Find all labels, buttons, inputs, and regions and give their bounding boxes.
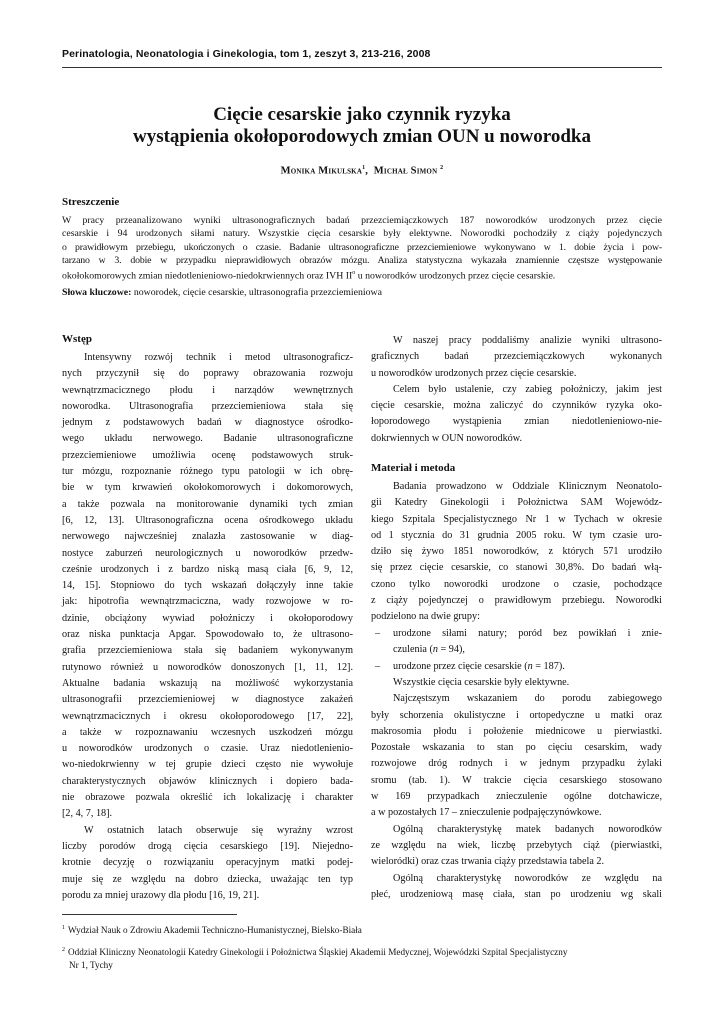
author-1: Monika Mikulska [280,165,363,177]
text-line: a także pozwala na monitorowanie dynamiki tych zmian [62,498,353,510]
keywords-label: Słowa kluczowe: [62,287,132,298]
abstract-text [62,214,662,283]
text-line: porodu za mniej urazowy dla płodu [16, 19, 21]. [62,889,260,901]
text-line: rozwojowe dróg rodnych i w jednym przypadku żylaki [371,758,662,770]
text-line: w 169 przypadkach znieczulenie ogólne dotchawicze, [371,791,662,803]
text-line: u noworodków urodzonych o czasie. Uraz niedotlenienio- [62,743,353,755]
footnote-2 [62,944,662,972]
list-item-1-cont: czulenia ( [393,644,433,656]
text-line: jak: hipotrofia wewnątrzmaciczna, wady rozwojowe w ro- [62,596,353,608]
author-2: Michał Simon [373,165,438,177]
author-1-affiliation: 1 [362,165,366,171]
text-line: [2, 4, 7, 18]. [62,808,113,820]
text-line: makrosomia płodu i położenie miednicowe u pierwiastki. [371,725,662,737]
text-line: Intensywny rozwój technik i metod ultrasonograficz- [84,352,353,363]
text-line: W naszej pracy poddaliśmy analizie wyniki ultrasono- [393,335,662,346]
text-line: Aktualne badania wskazują na możliwość wykorzystania [62,677,353,689]
text-line: Ogólną charakterystykę matek badanych noworodków [393,823,662,835]
text-line: oraz niska punktacja Apgar. Spowodowało to, że ultrasono- [62,629,353,641]
text-line: ze względu na wiek, liczbę przebytych ciąż (pierwiastki, [371,839,662,851]
list-item-2-text: urodzone przez cięcie cesarskie ( [393,660,528,672]
text-line: wewnątrzmacicznego płodu i narządów wewnętrznych [62,384,353,396]
list-item-2-end: = 187). [532,660,565,672]
abstract-line-1: W pracy przeanalizowano wyniki ultrasonograficznych badań przezciemiączkowych 187 noworodków urodzonych przez cięcie [62,215,662,226]
journal-header: Perinatologia, Neonatologia i Ginekologia, tom 1, zeszyt 3, 213-216, 2008 [62,48,431,60]
footnote-2-line-1: Oddział Kliniczny Neonatologii Katedry Ginekologii i Położnictwa Śląskiej Akademii Medycznej, Wojewódzki Szpital Specjalistyczny [68,947,568,958]
list-item-1-line-2 [371,642,662,658]
text-line: liczby porodów drogą cięcia cesarskiego [19]. Niejedno- [62,840,353,852]
footnote-2-line-2: Nr 1, Tychy [69,960,113,971]
text-line: łoporodowego wystąpienia zmian niedotlenieniowo-nie- [371,416,662,428]
text-line: Badania prowadzono w Oddziale Klinicznym Neonatolo- [393,481,662,492]
author-2-affiliation: 2 [440,165,444,171]
footnote-rule [62,914,237,915]
right-column-intro [371,333,662,447]
list-dash: – [375,660,381,672]
text-line: nych przyczynił się do poprawy obrazowania rozwoju [62,368,353,380]
text-line: płeć, urodzeniową masę ciała, stan po urodzeniu wg skali [371,888,662,900]
text-line: Ogólną charakterystykę noworodków ze względu na [393,872,662,884]
footnote-2-mark: 2 [62,947,65,953]
list-item-2-n: n [527,660,533,672]
text-line: dziło się żywo 1851 noworodków, z których 571 urodziło [371,546,662,558]
abstract-line-5-end: u noworodków urodzonych przez cięcie cesarskie. [357,270,556,282]
text-line: dzinie, obciążony wywiad położniczy i okołoporodowy [62,612,353,624]
text-line: gii Katedry Ginekologii i Położnictwa SAM Wojewódz- [371,497,662,509]
abstract-line-5-start: okołokomorowych zmian niedotlenieniowo-niedokrwiennych oraz IVH II [62,270,353,282]
text-line: się przez cięcie cesarskie, co stanowi 30,8%. Do badań włą- [371,562,662,574]
text-line: nerwowego najwcześniej znalazła zastosowanie w diag- [62,531,353,543]
left-column [62,350,353,904]
text-line: wewnątrzmacicznych i okresu okołoporodowego [17, 22], [62,710,353,722]
text-line: 14, 15]. Stopniowo do tych wskazań dołączyły inne takie [62,580,353,592]
text-line: charakterystycznych objawów klinicznych i dopiero bada- [62,775,353,787]
author-separator: , [365,165,369,177]
footnote-1 [62,922,662,937]
text-line: sromu (tab. 1). W trakcie cięcia cesarskiego stosowano [371,774,662,786]
text-line: W ostatnich latach obserwuje się wyraźny wzrost [84,824,353,836]
text-line: podzielono na dwie grupy: [371,611,480,623]
list-dash: – [375,628,381,639]
right-column-after-list [371,675,662,903]
keywords-list: noworodek, cięcie cesarskie, ultrasonografia przezciemieniowa [133,287,382,298]
text-line: grafia przezciemieniowa stała się badaniem wykonywanym [62,645,353,657]
abstract-line-4: tarzano w 3. dobie w przypadku nieprawidłowych obrazów mózgu. Analiza statystyczna wykazała znamiennie częstsze występowanie [62,254,662,266]
list-item-1-text: urodzone siłami natury; poród bez powikłań i znie- [393,628,662,639]
text-line: jednym z podstawowych badań w diagnostyce ośrodko- [62,417,353,429]
text-line: dokrwiennych w OUN noworodków. [371,432,522,444]
abstract-line-3: o prawidłowym przebiegu, ukończonych o czasie. Badanie ultrasonograficzne przezciemieniowe wykonywano w 1. dobie życia i pow- [62,241,662,253]
text-line: kiego Szpitala Specjalistycznego Nr 1 w Tychach w okresie [371,513,662,525]
list-item-2 [371,659,662,675]
text-line: cięcie cesarskie, można zaliczyć do czynników ryzyka oko- [371,400,662,412]
section-heading-material: Materiał i metoda [371,462,456,474]
text-line: noworodka. Ultrasonografia przezciemieniowa stała się [62,400,353,412]
degree-sup: o [352,270,356,277]
text-line: ultrasonografii przezciemieniowej w diagnostyce zakażeń [62,694,353,706]
group-list [371,626,662,675]
text-line: a w pozostałych 17 – znieczulenie podpajęczynówkowe. [371,807,602,819]
abstract-heading: Streszczenie [62,196,120,208]
keywords [62,286,662,299]
abstract-line-5 [62,267,662,283]
footnote-1-mark: 1 [62,925,65,931]
text-line: nostyce zaburzeń neurologicznych u noworodków przedw- [62,547,353,559]
text-line: wego układu nerwowego. Badanie ultrasonograficzne [62,433,353,445]
article-title [62,104,662,148]
footnote-1-text: Wydział Nauk o Zdrowiu Akademii Techniczno-Humanistycznej, Bielsko-Biała [68,925,362,936]
text-line: muje się ze względu na dobro dziecka, uważając ten typ [62,873,353,885]
text-line: rutynowo również u noworodków donoszonych [1, 11, 12]. [62,661,353,673]
abstract-line-2: cesarskie i 94 urodzonych siłami natury. Wszystkie cięcia cesarskie były elektywne. Noworodki pochodziły z ciąży pojedynczych [62,228,662,240]
list-item-1-line-1 [371,626,662,642]
text-line: tur mózgu, rozpoznanie różnego typu patologii w ich obrę- [62,466,353,478]
text-line: bie w tym krwawień okołokomorowych i dokomorowych, [62,482,353,494]
text-line: Pozostałe wskazania to stan po cięciu cesarskim, wady [371,742,662,754]
text-line: wieloródki) oraz czas trwania ciąży przedstawia tabela 2. [371,856,605,868]
text-line: wo-niedokrwienny w tej grupie dzieci często nie wywołuje [62,759,353,771]
list-item-1-end: = 94), [437,644,465,656]
text-line: Najczęstszym wskazaniem do porodu zabiegowego [393,693,662,705]
text-line: od 1 stycznia do 31 grudnia 2005 roku. W tym czasie uro- [371,529,662,541]
title-line-1: Cięcie cesarskie jako czynnik ryzyka [213,104,511,125]
text-line: a także w rozpoznawaniu wczesnych uszkodzeń mózgu [62,726,353,738]
text-line: cześnie urodzonych i z bardzo niską masą ciała [6, 9, 12, [62,563,353,575]
text-line: Celem było ustalenie, czy zabieg położniczy, jakim jest [393,383,662,395]
text-line: przezciemieniowe umożliwia ocenę podstawowych struk- [62,449,353,461]
text-line: krotnie decyzję o rozwiązaniu operacyjnym matki podej- [62,857,353,869]
text-line: były schorzenia okulistyczne i ortopedyczne u matki oraz [371,709,662,721]
list-item-1-n: n [432,644,438,656]
authors [62,165,662,177]
text-line: z ciąży pojedynczej o prawidłowym przebiegu. Noworodki [371,595,662,607]
right-column-method [371,479,662,626]
text-line: czono tylko noworodki urodzone o czasie, pochodzące [371,578,662,590]
section-heading-wstep: Wstęp [62,333,92,345]
header-rule [62,67,662,68]
text-line: Wszystkie cięcia cesarskie były elektywne. [393,677,570,688]
text-line: u noworodków urodzonych przez cięcie cesarskie. [371,367,577,379]
text-line: nie obrazowe pozwala określić ich lokalizację i charakter [62,792,353,804]
text-line: [6, 12, 13]. Ultrasonograficzna ocena ośrodkowego układu [62,514,353,526]
title-line-2: wystąpienia okołoporodowych zmian OUN u noworodka [132,126,591,147]
text-line: graficznych badań przezciemiączkowych wykonanych [371,351,662,363]
